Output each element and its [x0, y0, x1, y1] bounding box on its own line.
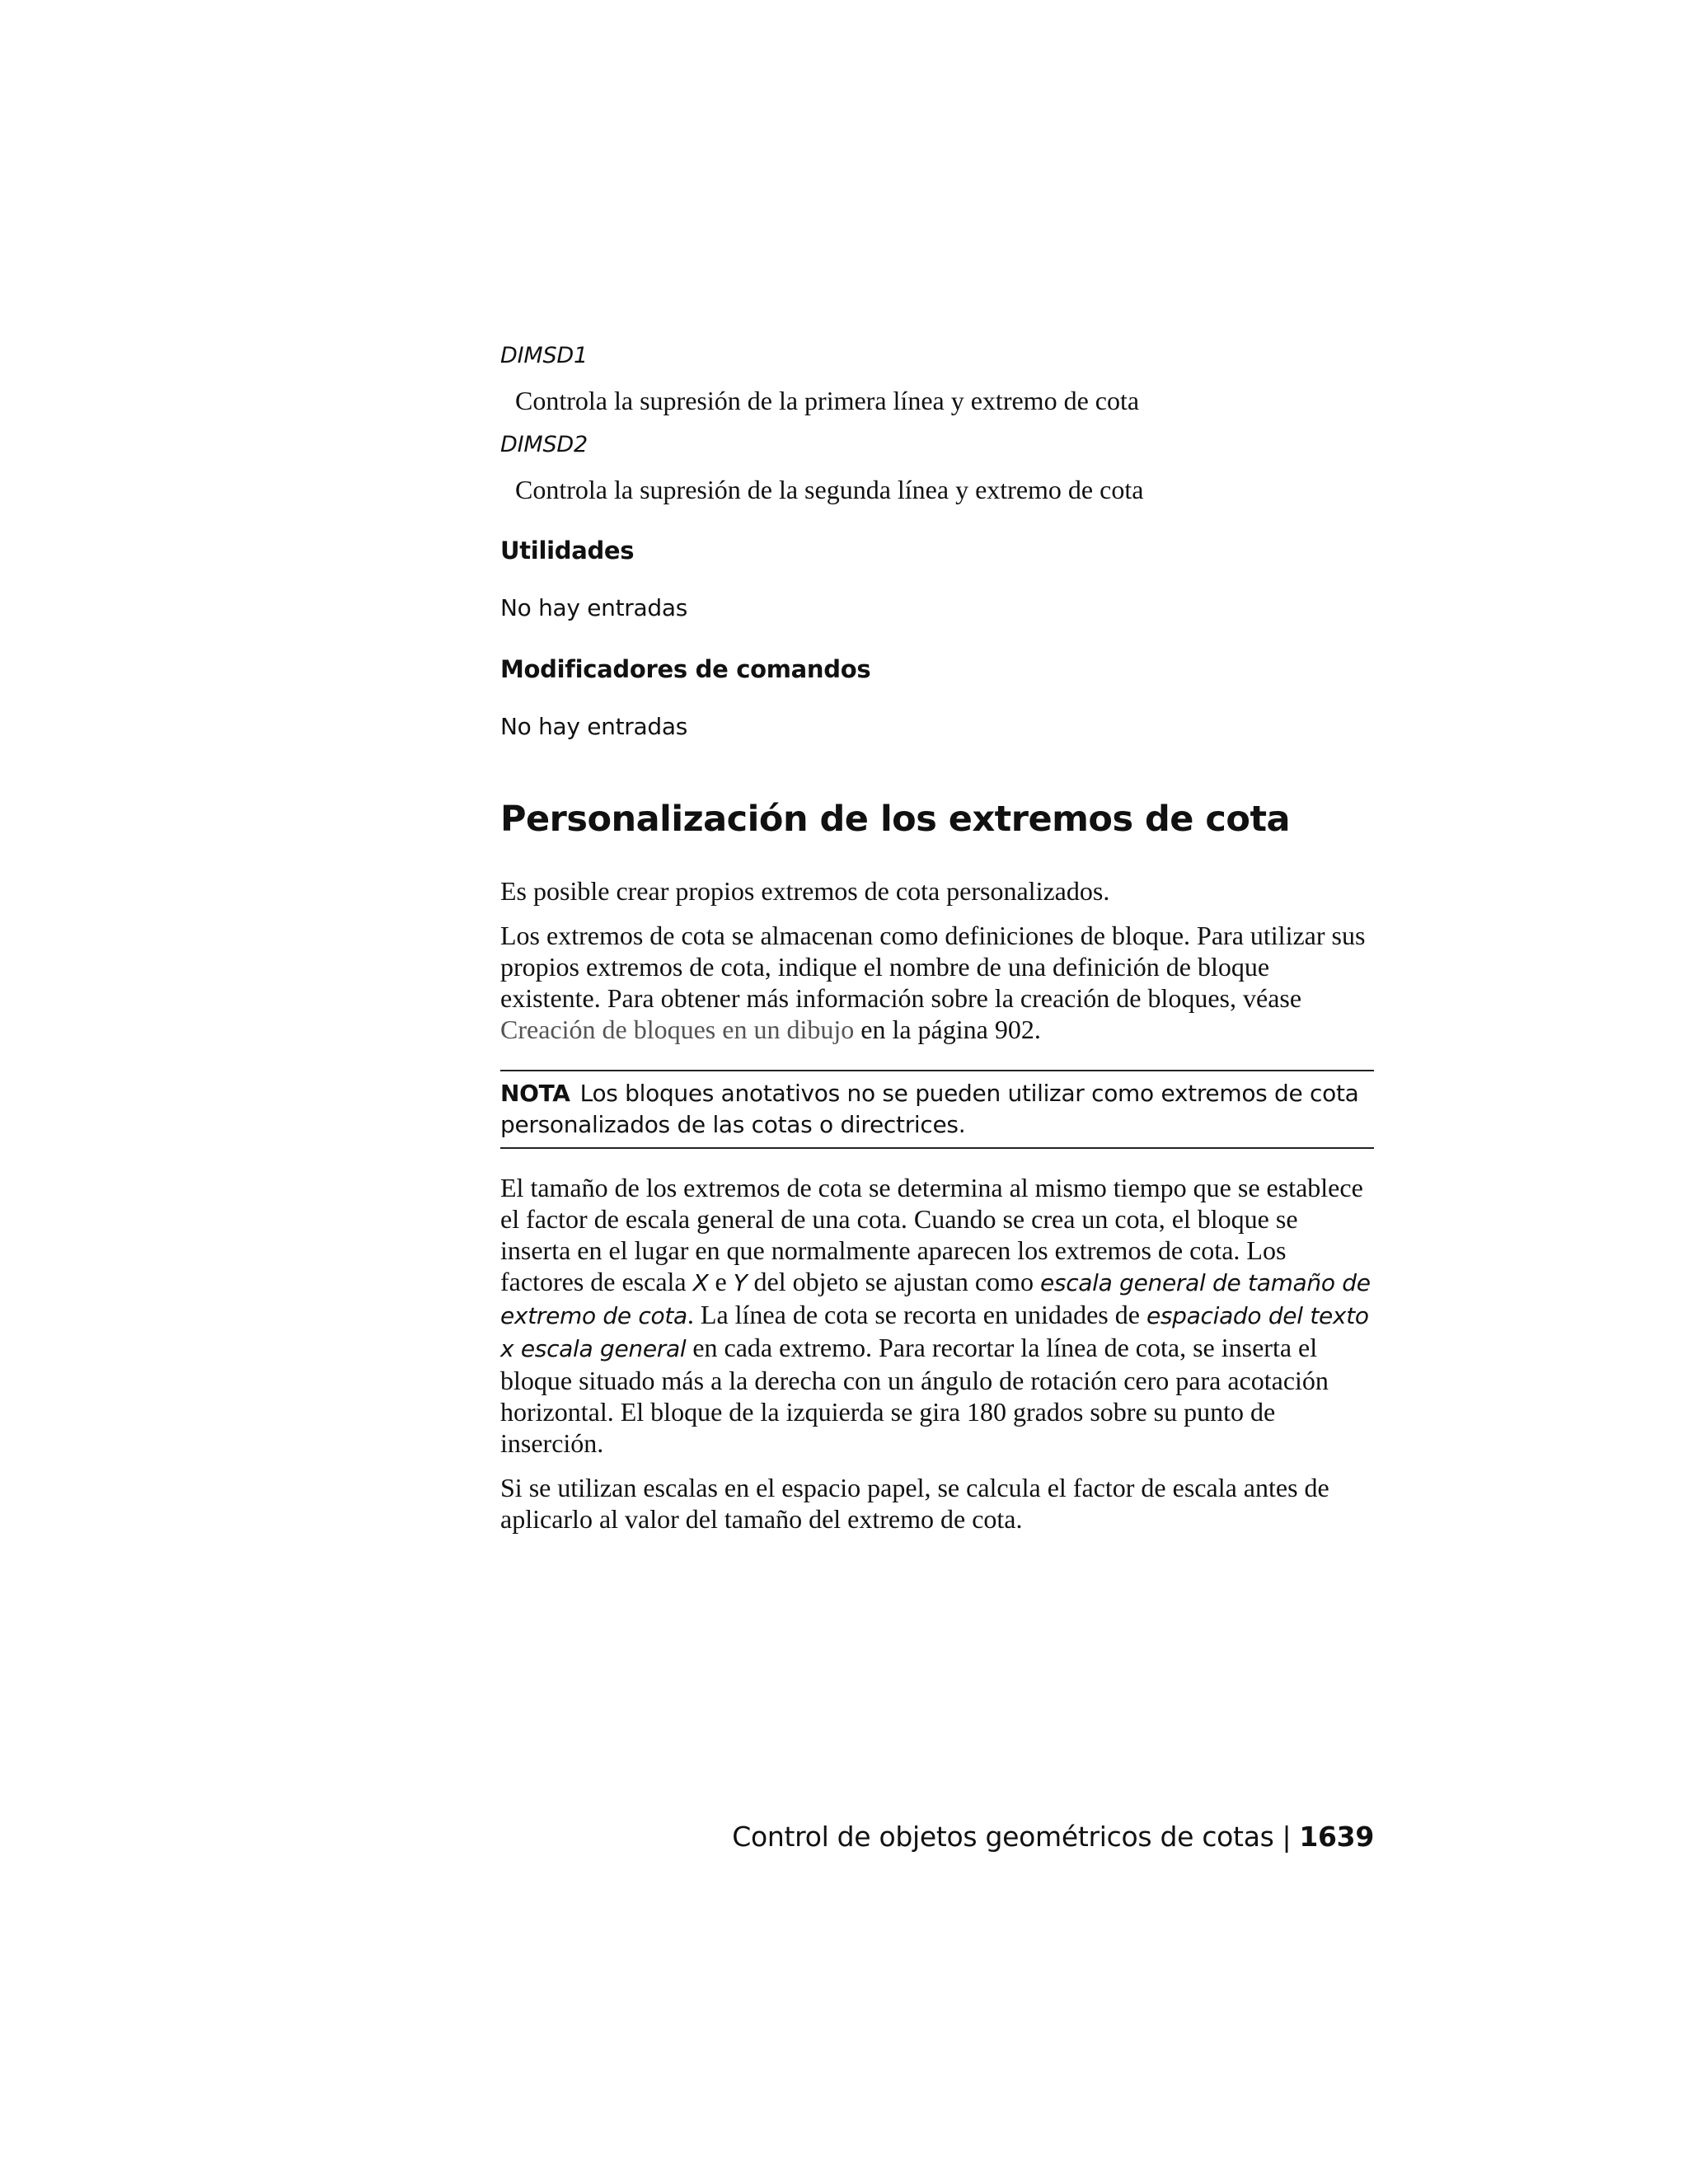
italic-term-scale: escala general de tamaño de extremo de cota	[500, 1269, 1371, 1329]
paragraph-intro: Es posible crear propios extremos de cota personalizados.	[500, 876, 1110, 906]
footer-chapter: Control de objetos geométricos de cotas	[732, 1821, 1274, 1853]
note-text: Los bloques anotativos no se pueden utilizar como extremos de cota personalizados de las cotas o directrices.	[500, 1080, 1359, 1138]
note-box	[500, 1070, 1374, 1149]
modifiers-text: No hay entradas	[500, 713, 687, 740]
paragraph-text: en cada extremo. Para recortar la línea de cota, se inserta el bloque situado más a la derecha con un ángulo de rotación cero para acotación horizontal. El bloque de la izquierda se gira 180 grados sobre su punto de inserción.	[500, 1333, 1329, 1458]
term-dimsd1-description: Controla la supresión de la primera línea y extremo de cota	[515, 386, 1140, 415]
term-dimsd2: DIMSD2	[500, 432, 588, 457]
page-number: 1639	[1299, 1821, 1374, 1853]
paragraph-text: del objeto se ajustan como	[747, 1267, 1040, 1296]
utilities-heading: Utilidades	[500, 537, 635, 565]
footer-separator: |	[1282, 1821, 1292, 1853]
term-dimsd2-description: Controla la supresión de la segunda línea y extremo de cota	[515, 475, 1144, 504]
page-footer	[732, 1819, 1374, 1855]
paragraph-size-scale	[500, 1172, 1374, 1459]
italic-y: Y	[733, 1269, 748, 1296]
modifiers-heading: Modificadores de comandos	[500, 655, 871, 683]
term-dimsd1: DIMSD1	[500, 343, 588, 368]
paragraph-text: Los extremos de cota se almacenan como definiciones de bloque. Para utilizar sus propios extremos de cota, indique el nombre de una definición de bloque existente. Para obtener más información sobre la creación de bloques, véase	[500, 921, 1366, 1013]
section-title: Personalización de los extremos de cota	[500, 799, 1291, 840]
paragraph-text: en la página 902.	[854, 1015, 1041, 1044]
paragraph-text: e	[708, 1267, 734, 1296]
cross-reference-link[interactable]: Creación de bloques en un dibujo	[500, 1015, 855, 1044]
page-content	[500, 340, 1374, 1548]
italic-x: X	[692, 1269, 709, 1296]
utilities-text: No hay entradas	[500, 594, 687, 621]
note-label: NOTA	[500, 1080, 570, 1107]
paragraph-text: El tamaño de los extremos de cota se determina al mismo tiempo que se establece el factor de escala general de una cota. Cuando se crea un cota, el bloque se inserta en el lugar en que normalmente aparecen los extremos de cota. Los factores de escala	[500, 1173, 1363, 1296]
paragraph-paper-space: Si se utilizan escalas en el espacio papel, se calcula el factor de escala antes de aplicarlo al valor del tamaño del extremo de cota.	[500, 1473, 1329, 1534]
italic-term-spacing: espaciado del texto x escala general	[500, 1302, 1369, 1362]
paragraph-text: . La línea de cota se recorta en unidades de	[687, 1300, 1146, 1329]
paragraph-block-definitions	[500, 920, 1374, 1045]
